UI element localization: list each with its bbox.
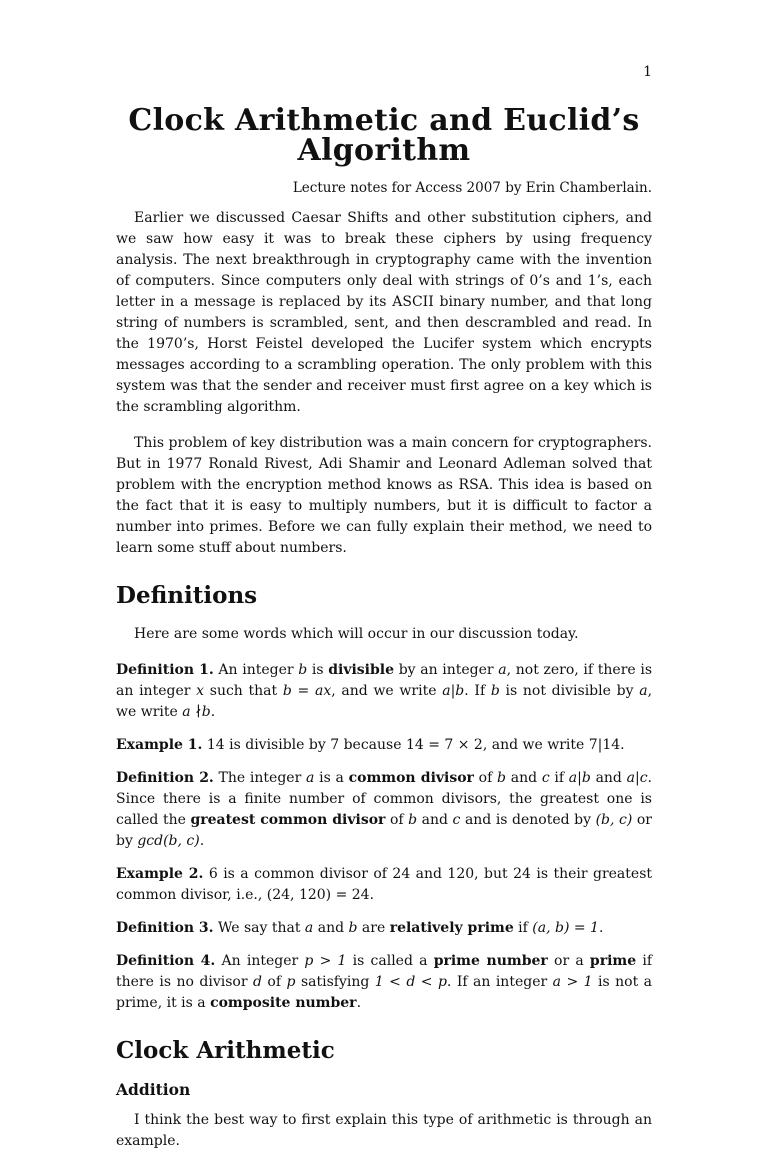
term-common-divisor: common divisor (348, 770, 474, 786)
example-2: Example 2. 6 is a common divisor of 24 and 120, but 24 is their greatest common divisor, i.e., (24, 120) = 24. (116, 866, 652, 903)
intro-paragraph-2: This problem of key distribution was a main concern for cryptographers. But in 1977 Ronald Rivest, Adi Shamir and Leonard Adleman solved that problem with the encryption method knows as RSA. This idea is based on the fact that it is easy to multiply numbers, but it is difficult to factor a number into primes. Before we can fully explain their method, we need to learn some stuff about numbers. (116, 435, 652, 556)
page-number: 1 (643, 64, 652, 80)
definition-1: Definition 1. An integer b is divisible by an integer a, not zero, if there is an integer x such that b = ax, and we write a|b. If b is not divisible by a, we write a ∤b. (116, 662, 653, 720)
definition-label: Definition 3. (116, 920, 214, 936)
term-greatest-common-divisor: greatest common divisor (190, 812, 386, 828)
addition-intro: I think the best way to first explain this type of arithmetic is through an example. (116, 1112, 652, 1149)
term-relatively-prime: relatively prime (389, 920, 514, 936)
definition-label: Definition 2. (116, 770, 214, 786)
document-body (116, 208, 652, 1152)
definition-label: Definition 4. (116, 953, 216, 969)
definition-label: Definition 1. (116, 662, 214, 678)
definition-3: Definition 3. We say that a and b are relatively prime if (a, b) = 1. (116, 920, 604, 936)
document-title: Clock Arithmetic and Euclid’s Algorithm (128, 103, 640, 168)
intro-paragraph-1: Earlier we discussed Caesar Shifts and other substitution ciphers, and we saw how easy it was to break these ciphers by using frequency analysis. The next breakthrough in cryptography came with the invention of computers. Since computers only deal with strings of 0’s and 1’s, each letter in a message is replaced by its ASCII binary number, and that long string of numbers is scrambled, sent, and then descrambled and read. In the 1970’s, Horst Feistel developed the Lucifer system which encrypts messages according to a scrambling operation. The only problem with this system was that the sender and receiver must first agree on a key which is the scrambling algorithm. (116, 210, 652, 415)
term-divisible: divisible (328, 662, 395, 678)
definition-2: Definition 2. The integer a is a common divisor of b and c if a|b and a|c. Since there is a finite number of common divisors, the greatest one is called the greatest common divisor of b and c and is denoted by (b, c) or by gcd(b, c). (116, 770, 652, 849)
section-heading-clock-arithmetic: Clock Arithmetic (116, 1037, 335, 1064)
example-1: Example 1. 14 is divisible by 7 because 14 = 7 × 2, and we write 7|14. (116, 737, 625, 753)
section-heading-definitions: Definitions (116, 582, 258, 609)
term-prime: prime (589, 953, 637, 969)
example-label: Example 1. (116, 737, 203, 753)
subsection-heading-addition: Addition (116, 1080, 191, 1099)
term-prime-number: prime number (433, 953, 548, 969)
definition-4: Definition 4. An integer p > 1 is called a prime number or a prime if there is no divisor d of p satisfying 1 < d < p. If an integer a > 1 is not a prime, it is a composite number. (116, 953, 653, 1011)
definitions-intro: Here are some words which will occur in our discussion today. (134, 626, 579, 642)
byline: Lecture notes for Access 2007 by Erin Chamberlain. (292, 180, 652, 196)
example-label: Example 2. (116, 866, 204, 882)
term-composite-number: composite number (210, 995, 357, 1011)
